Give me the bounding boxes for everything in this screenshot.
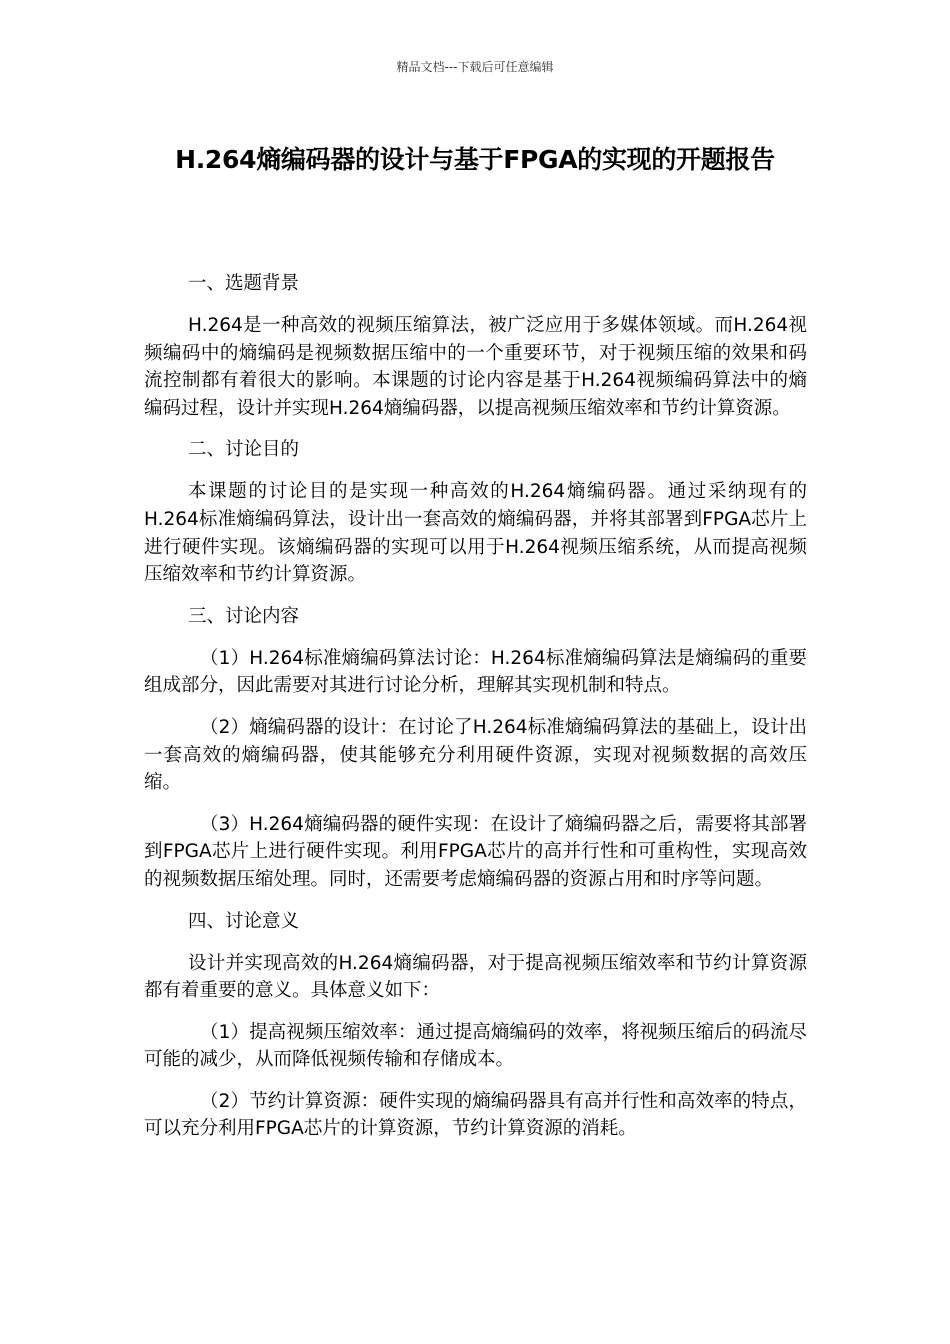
section-significance <box>144 908 807 1144</box>
document-title: H.264熵编码器的设计与基于FPGA的实现的开题报告 <box>175 145 775 174</box>
section-heading: 四、讨论意义 <box>188 910 300 932</box>
list-item: （2）熵编码器的设计：在讨论了H.264标准熵编码算法的基础上，设计出一套高效的熵编码器，使其能够充分利用硬件资源，实现对视频数据的高效压缩。 <box>144 716 807 794</box>
document-body <box>144 270 807 1157</box>
section-paragraph: 本课题的讨论目的是实现一种高效的H.264熵编码器。通过采纳现有的H.264标准熵编码算法，设计出一套高效的熵编码器，并将其部署到FPGA芯片上进行硬件实现。该熵编码器的实现可以用于H.264视频压缩系统，从而提高视频压缩效率和节约计算资源。 <box>144 481 807 586</box>
section-heading: 三、讨论内容 <box>188 605 300 627</box>
list-item: （3）H.264熵编码器的硬件实现：在设计了熵编码器之后，需要将其部署到FPGA芯片上进行硬件实现。利用FPGA芯片的高并行性和可重构性，实现高效的视频数据压缩处理。同时，还需要考虑熵编码器的资源占用和时序等问题。 <box>144 813 807 890</box>
header-watermark: 精品文档---下载后可任意编辑 <box>396 60 554 74</box>
list-item: （1）提高视频压缩效率：通过提高熵编码的效率，将视频压缩后的码流尽可能的减少，从而降低视频传输和存储成本。 <box>144 1021 807 1071</box>
section-paragraph: H.264是一种高效的视频压缩算法，被广泛应用于多媒体领域。而H.264视频编码中的熵编码是视频数据压缩中的一个重要环节，对于视频压缩的效果和码流控制都有着很大的影响。本课题的讨论内容是基于H.264视频编码算法中的熵编码过程，设计并实现H.264熵编码器，以提高视频压缩效率和节约计算资源。 <box>144 315 807 419</box>
list-item: （1）H.264标准熵编码算法讨论：H.264标准熵编码算法是熵编码的重要组成部分，因此需要对其进行讨论分析，理解其实现机制和特点。 <box>144 647 807 697</box>
section-paragraph: 设计并实现高效的H.264熵编码器，对于提高视频压缩效率和节约计算资源都有着重要的意义。具体意义如下： <box>144 952 807 1002</box>
section-content <box>144 603 807 894</box>
section-purpose <box>144 436 807 588</box>
section-background <box>144 270 807 422</box>
list-item: （2）节约计算资源：硬件实现的熵编码器具有高并行性和高效率的特点，可以充分利用FPGA芯片的计算资源，节约计算资源的消耗。 <box>144 1090 807 1140</box>
section-heading: 一、选题背景 <box>188 273 300 294</box>
section-heading: 二、讨论目的 <box>188 439 300 461</box>
